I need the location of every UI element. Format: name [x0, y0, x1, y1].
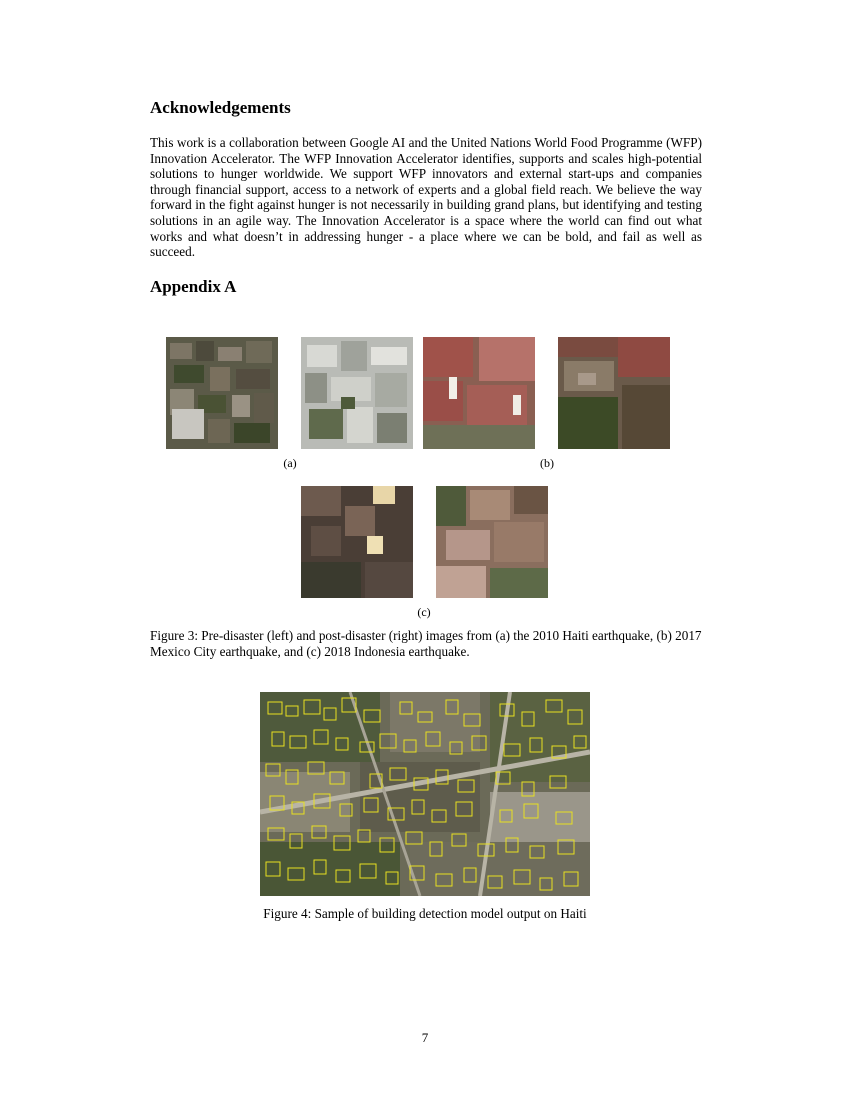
- indonesia-post-disaster-image: [436, 486, 548, 598]
- haiti-post-disaster-image: [301, 337, 413, 449]
- acknowledgements-paragraph: This work is a collaboration between Google AI and the United Nations World Food Programme (WFP) Innovation Accelerator. The WFP Innovation Accelerator identifies, supports and scales high-potential solutions to hunger worldwide. We support WFP innovators and external start-ups and companies through financial support, access to a network of experts and a global field reach. We believe the way forward in the fight against hunger is not necessarily in building grand plans, but identifying and testing solutions in an agile way. The Innovation Accelerator is a space where the world can find out what works and what doesn’t in addressing hunger - a place where we can be bold, and fail as well as succeed.: [150, 135, 702, 260]
- acknowledgements-heading: Acknowledgements: [150, 98, 291, 117]
- page-number: 7: [421, 1030, 429, 1045]
- mexico-city-post-disaster-image: [558, 337, 670, 449]
- figure3-label-c: (c): [417, 605, 431, 619]
- indonesia-pre-disaster-image: [301, 486, 413, 598]
- mexico-city-pre-disaster-image: [423, 337, 535, 449]
- figure3-caption: Figure 3: Pre-disaster (left) and post-disaster (right) images from (a) the 2010 Haiti earthquake, (b) 2017 Mexico City earthquake, and (c) 2018 Indonesia earthquake.: [150, 628, 702, 659]
- haiti-building-detection-image: [260, 692, 590, 896]
- appendix-heading: Appendix A: [150, 277, 237, 296]
- figure4-caption: Figure 4: Sample of building detection model output on Haiti: [263, 906, 587, 921]
- haiti-pre-disaster-image: [166, 337, 278, 449]
- figure3-label-a: (a): [283, 456, 297, 470]
- figure3-label-b: (b): [540, 456, 554, 470]
